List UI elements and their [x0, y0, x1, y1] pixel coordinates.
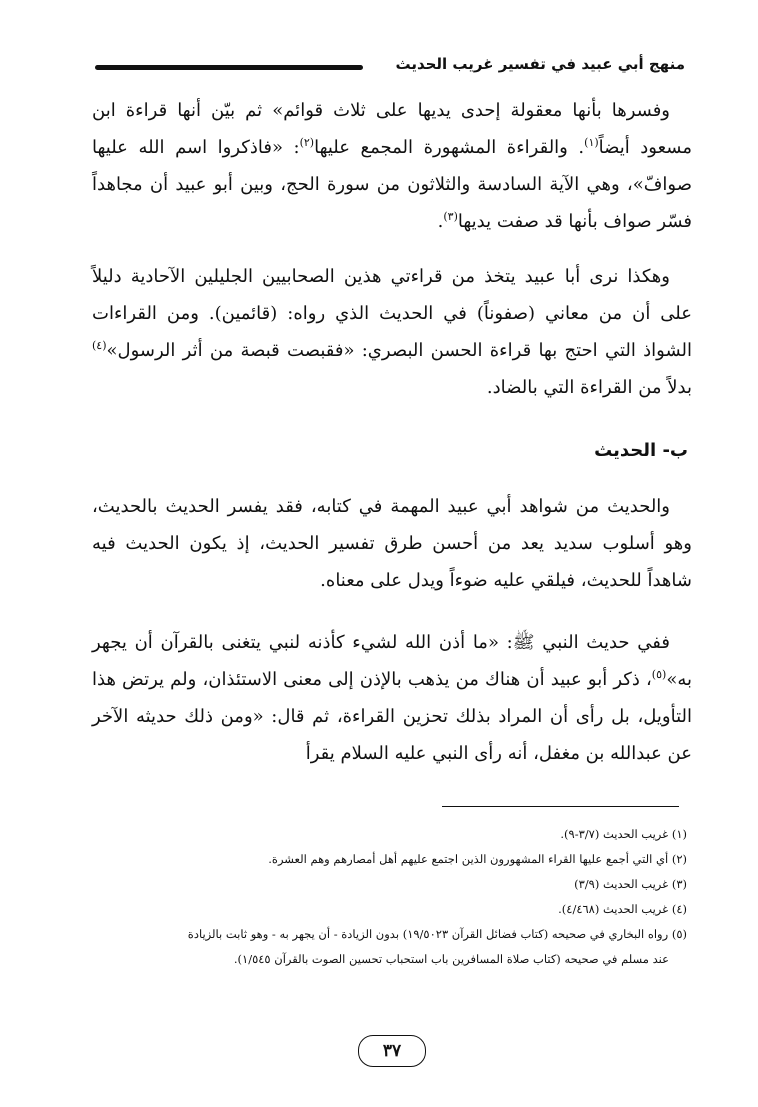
paragraph-2 — [92, 258, 692, 406]
paragraph-1 — [92, 92, 692, 240]
paragraph-1-text-d: . — [437, 211, 444, 232]
paragraph-4 — [92, 624, 692, 772]
paragraph-1-text-b: . والقراءة المشهورة المجمع عليها — [314, 137, 585, 158]
paragraph-2-text-b: بدلاً من القراءة التي بالضاد. — [486, 377, 692, 398]
footnote-5-continuation: عند مسلم في صحيحه (كتاب صلاة المسافرين باب استحباب تحسين الصوت بالقرآن ١/٥٤٥). — [233, 952, 669, 966]
header-title: منهج أبي عبيد في تفسير غريب الحديث — [395, 55, 685, 73]
footnote-ref-1: (١) — [584, 136, 599, 149]
paragraph-3-text: والحديث من شواهد أبي عبيد المهمة في كتابه، فقد يفسر الحديث بالحديث، وهو أسلوب سديد يعد من أحسن طرق تفسير الحديث، إذ يكون الحديث فيه شاهداً للحديث، فيلقي عليه ضوءاً ويدل على معناه. — [92, 496, 692, 591]
paragraph-1-text-a: وفسرها بأنها معقولة إحدى يديها على ثلاث قوائم» ثم بيّن أنها قراءة ابن مسعود أيضاً — [92, 100, 692, 158]
footnote-ref-3: (٣) — [443, 210, 458, 223]
footnotes — [92, 822, 687, 972]
footnote-4: (٤) غريب الحديث (٤/٤٦٨). — [558, 902, 687, 916]
footnote-2: (٢) أي التي أجمع عليها القراء المشهورون الذين اجتمع عليهم أهل أمصارهم وهم العشرة. — [268, 852, 687, 866]
footnote-1: (١) غريب الحديث (٣/٧-٩). — [560, 827, 687, 841]
footnote-5: (٥) رواه البخاري في صحيحه (كتاب فضائل القرآن ١٩/٥٠٢٣) بدون الزيادة - أن يجهر به - وهو ثابت بالزيادة — [187, 927, 687, 941]
page-number: ٣٧ — [358, 1035, 426, 1067]
paragraph-2-text-a: وهكذا نرى أبا عبيد يتخذ من قراءتي هذين الصحابيين الجليلين الآحادية دليلاً على أن من معاني (صفوناً) في الحديث الذي رواه: (قائمين). ومن القراءات الشواذ التي احتج بها قراءة الحسن البصري: «فقبصت قبصة من أثر الرسول» — [92, 266, 692, 361]
footnote-ref-4: (٤) — [92, 339, 107, 352]
section-heading: ب- الحديث — [594, 440, 688, 461]
header-rule — [95, 65, 363, 70]
paragraph-4-text-b: ، ذكر أبو عبيد أن هناك من يذهب بالإذن إلى معنى الاستئذان، ولم يرتض هذا التأويل، بل رأى أن المراد بذلك تحزين القراءة، ثم قال: «ومن ذلك حديثه الآخر عن عبدالله بن مغفل، أنه رأى النبي عليه السلام يقرأ — [92, 669, 692, 764]
paragraph-4-text-a: ففي حديث النبي ﷺ: «ما أذن الله لشيء كأذنه لنبي يتغنى بالقرآن أن يجهر به» — [92, 632, 692, 690]
footnote-ref-5: (٥) — [651, 668, 667, 681]
footnote-separator — [442, 806, 679, 807]
footnote-ref-2: (٢) — [299, 136, 315, 149]
running-header — [95, 55, 685, 83]
footnote-3: (٣) غريب الحديث (٣/٩) — [574, 877, 687, 891]
paragraph-3 — [92, 488, 692, 599]
paragraph-1-text-c: : «فاذكروا اسم الله عليها صوافّ»، وهي الآية السادسة والثلاثون من سورة الحج، وبين أبو عبيد أن مجاهداً فسّر صواف بأنها قد صفت يديها — [92, 137, 692, 232]
